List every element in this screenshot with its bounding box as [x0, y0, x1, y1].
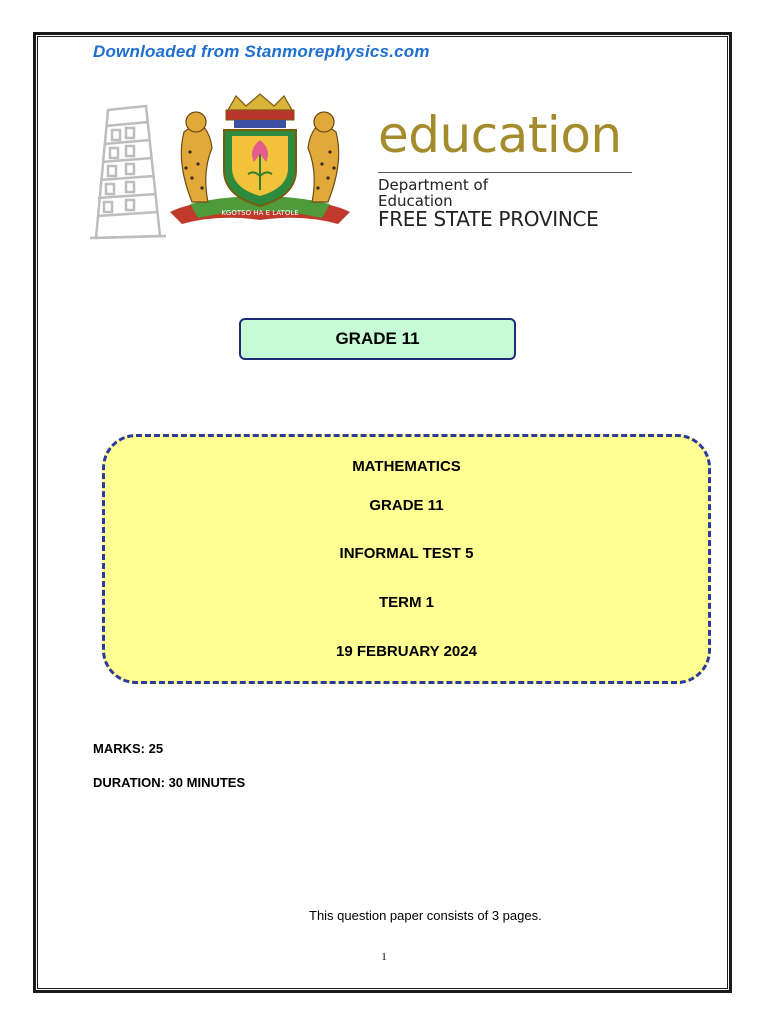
grade-badge-label: GRADE 11 [335, 329, 420, 348]
education-wordmark: education [378, 106, 622, 164]
department-logo [88, 92, 648, 252]
total-marks: MARKS: 25 [93, 741, 164, 756]
grade-badge [239, 318, 516, 360]
page-count-note: This question paper consists of 3 pages. [309, 908, 542, 923]
coat-of-arms-icon [162, 92, 358, 242]
leaning-tower-icon [88, 98, 168, 244]
exam-duration: DURATION: 30 MINUTES [93, 775, 246, 790]
department-line-1: Department of [378, 176, 488, 194]
exam-term: TERM 1 [378, 594, 434, 611]
page-number: 1 [381, 951, 387, 963]
wordmark-divider [378, 172, 632, 173]
exam-info-box [102, 434, 711, 684]
download-source-banner[interactable]: Downloaded from Stanmorephysics.com [93, 42, 430, 61]
department-line-2: Education [378, 192, 453, 210]
province-name: FREE STATE PROVINCE [378, 207, 599, 231]
crest-motto: KGOTSO HA E LATOLE [221, 209, 299, 217]
exam-test-name: INFORMAL TEST 5 [339, 545, 474, 562]
exam-subject: MATHEMATICS [352, 458, 461, 475]
exam-date: 19 FEBRUARY 2024 [336, 643, 477, 660]
exam-grade: GRADE 11 [369, 497, 444, 514]
